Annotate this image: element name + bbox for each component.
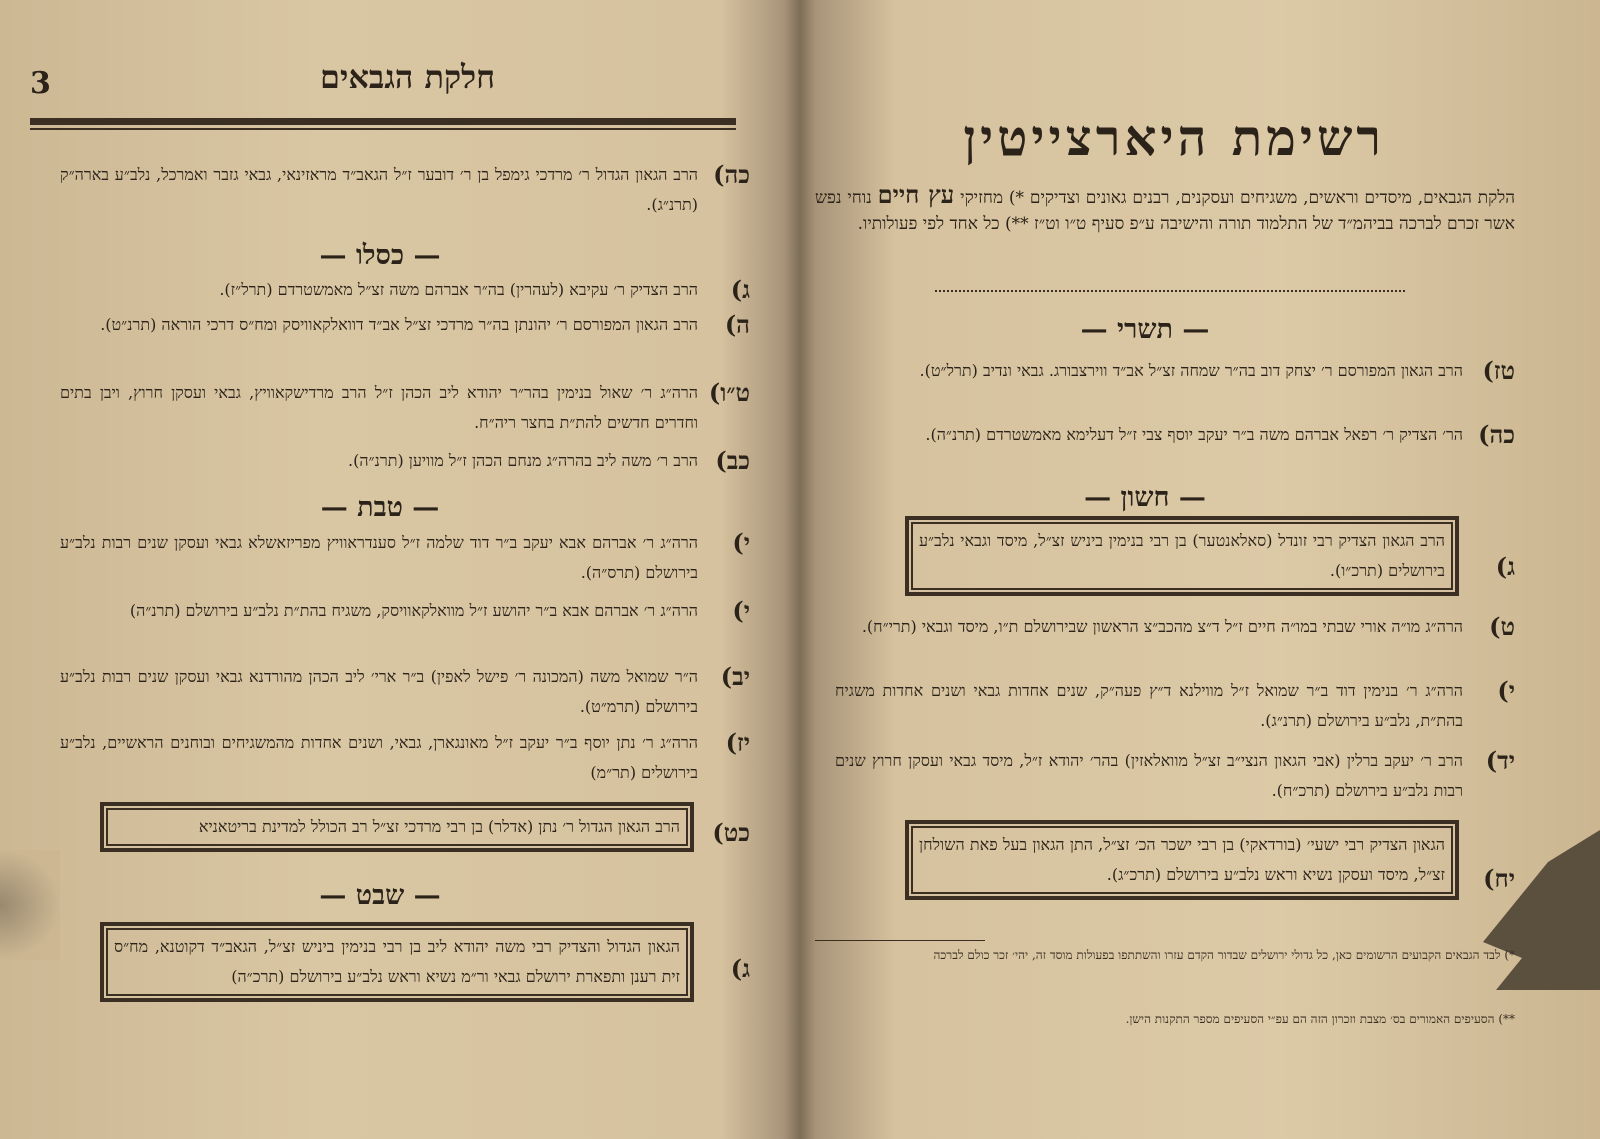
entry <box>60 275 750 311</box>
month-heading: — חשון — <box>1084 482 1206 513</box>
entry <box>835 612 1515 678</box>
entry-day: כה) <box>713 160 750 189</box>
entry-text: הרה״ג ר׳ אברהם אבא ב״ר יהושע ז״ל מוואלקאוויסק, משגיח בהת״ת נלב״ע בירושלם (תרנ״ה) <box>129 601 698 620</box>
entry-text: הרב ר׳ יעקב ברלין (אבי הגאון הנצי״ב זצ״ל מוואלאזין) בהר׳ יהודא ז״ל, מיסד גבאי ועסקן חרוץ שנים רבות נלב״ע בירושלם (תרכ״ח). <box>835 751 1463 800</box>
entry-text: הרה״ג ר׳ אברהם אבא יעקב ב״ר דוד שלמה ז״ל סענדראוויץ מפריזאשלא גבאי ועסקן שנים רבות נלב״ע בירושלם (תרס״ה). <box>60 533 698 582</box>
entry-text: הרב הגאון הצדיק רבי זונדל (סאלאנטער) בן רבי בנימין ביניש זצ״ל, מיסד וגבאי נלב״ע בירושלים (תרכ״ו). <box>905 516 1459 596</box>
footnote-2: **) הסעיפים האמורים בס׳ מצבת וזכרון הזה הם עפ״י הסעיפים מספר התקנות הישן. <box>1125 1012 1515 1026</box>
entry-text: הרה״ג ר׳ נתן יוסף ב״ר יעקב ז״ל מאונגארן, גבאי, ושנים אחדות מהמשגיחים ובוחנים הראשיים, נלב״ע בירושלים (תר״מ) <box>60 733 698 782</box>
ornamental-divider <box>935 290 1405 292</box>
entry-day: יח) <box>1483 864 1515 893</box>
entry-day: י) <box>732 528 750 557</box>
entry-text: הרב הגאון המפורסם ר׳ יהונתן בה״ר מרדכי זצ״ל אב״ד דוואלקאוויסק ומח״ס דרכי הוראה (תרנ״ט). <box>100 315 698 334</box>
month-heading: — שבט — <box>319 880 441 911</box>
month-heading: — טבת — <box>320 492 440 523</box>
entry-text: ה״ר שמואל משה (המכונה ר׳ פישל לאפין) ב״ר ארי׳ ליב הכהן מהורדנא גבאי ועסקן שנים רבות נלב״ע בירושלם (תרמ״ט). <box>60 667 698 716</box>
entry-day: י) <box>732 596 750 625</box>
entry-text: הרב הגאון הגדול ר׳ מרדכי גימפל בן ר׳ דובער ז״ל הגאב״ד מראזינאי, גבאי גזבר ואמרכל, נלב״ע בארה״ק (תרנ״ג). <box>60 165 698 214</box>
boxed-entry <box>60 802 750 872</box>
entry-day: ט״ו) <box>708 378 750 407</box>
entry-day: ג) <box>730 275 750 304</box>
entry <box>835 420 1515 486</box>
entry-day: י) <box>1497 676 1515 705</box>
entry-day: כט) <box>712 818 750 847</box>
entry-day: יב) <box>720 662 750 691</box>
entry-text: הרב הגאון הגדול ר׳ נתן (אדלר) בן רבי מרדכי זצ״ל רב הכולל למדינת בריטאניא <box>100 802 694 852</box>
page-header <box>30 48 750 108</box>
entry-day: ג) <box>730 954 750 983</box>
entry <box>60 378 750 444</box>
entry-day: ט) <box>1489 612 1515 641</box>
entry <box>60 310 750 376</box>
month-heading: — תשרי — <box>1080 314 1210 345</box>
entry-text: הגאון הגדול והצדיק רבי משה יהודא ליב בן רבי בנימין ביניש זצ״ל, הגאב״ד דקוטנא, מח״ס זית רענן ותפארת ירושלם גבאי ור״מ נשיא וראש נלב״ע בירושלם (תרכ״ה) <box>100 922 694 1002</box>
entry-day: כה) <box>1478 420 1515 449</box>
entry-text: הרה״ג ר׳ בנימין דוד ב״ר שמואל ז״ל מווילנא ד״ץ פעה״ק, שנים אחדות גבאי ושנים אחדות משגיח בהת״ת, נלב״ע בירושלם (תרנ״ג). <box>835 681 1463 730</box>
entry-text: הרה״ג מו״ה אורי שבתי במו״ה חיים ז״ל ד״צ מהכב״צ הראשון שבירושלם ת״ו, מיסד וגבאי (תרי״ח). <box>861 617 1463 636</box>
footnote-rule <box>815 940 985 941</box>
entry-text: הרה״ג ר׳ שאול בנימין בהר״ר יהודא ליב הכהן ז״ל הרב מרדישקאוויץ, גבאי ועסקן חרוץ, ויבן בתים וחדרים חדשים להת״ת בחצר ריה״ח. <box>60 383 698 432</box>
entry-text: הר׳ הצדיק ר׳ רפאל אברהם משה ב״ר יעקב יוסף צבי ז״ל דעלימא מאמשטרדם (תרנ״ה). <box>925 425 1463 444</box>
entry-text: הרב הגאון המפורסם ר׳ יצחק דוב בה״ר שמחה זצ״ל אב״ד ווירצבורג. גבאי ונדיב (תרל״ט). <box>919 361 1463 380</box>
entry-text: הרב הצדיק ר׳ עקיבא (לעהרין) בה״ר אברהם משה זצ״ל מאמשטרדם (תרל״ז). <box>219 280 698 299</box>
entry <box>60 446 750 482</box>
entry <box>60 728 750 794</box>
entry <box>60 596 750 662</box>
header-rule <box>30 118 736 125</box>
intro-paragraph <box>815 182 1515 237</box>
entry-day: יד) <box>1485 746 1515 775</box>
list-title: רשימת היארצייטין <box>963 108 1385 167</box>
entry-day: טז) <box>1482 356 1515 385</box>
entry-day: יז) <box>725 728 750 757</box>
footnote-1: *) לבד הגבאים הקבועים הרשומים כאן, כל גדולי ירושלים שבדור הקדם עזרו והשתתפו בפעולות מוסד זה, יהי׳ זכר כולם לברכה <box>933 948 1515 962</box>
entry <box>60 528 750 594</box>
month-heading: — כסלו — <box>319 240 441 271</box>
boxed-entry <box>60 922 750 1032</box>
header-rule-thin <box>30 128 736 130</box>
entry-text: הגאון הצדיק רבי ישעי׳ (בורדאקי) בן רבי ישכר הכ׳ זצ״ל, התן הגאון בעל פאת השולחן זצ״ל, מיסד ועסקן נשיא וראש נלב״ע בירושלם (תרכ״ג). <box>905 820 1459 900</box>
right-page <box>815 0 1515 1139</box>
entry <box>835 356 1515 422</box>
entry-day: ה) <box>724 310 750 339</box>
entry-text: הרב ר׳ משה ליב בהרה״ג מנחם הכהן ז״ל מוויען (תרנ״ה). <box>348 451 698 470</box>
entry-day: כב) <box>715 446 750 475</box>
boxed-entry <box>835 820 1515 928</box>
page-number: 3 <box>30 66 51 101</box>
running-title: חלקת הגבאים <box>320 58 495 96</box>
entry-day: ג) <box>1495 552 1515 581</box>
intro-highlight: עץ חיים <box>877 180 955 209</box>
entry <box>60 160 750 230</box>
left-page <box>30 0 750 1139</box>
intro-text-2: נוחי נפש אשר זכרם לברכה בביהמ״ד של התלמוד תורה והישיבה ע״פ סעיף ט״ו וט״ז **) כל אחד לפי פעולותיו. <box>815 188 1515 234</box>
boxed-entry <box>835 516 1515 596</box>
entry <box>60 662 750 728</box>
entry <box>835 676 1515 742</box>
entry <box>835 746 1515 812</box>
intro-text-1: הלקת הגבאים, מיסדים וראשים, משגיחים ועסקנים, רבנים גאונים וצדיקים *) מחזיקי <box>960 188 1516 208</box>
